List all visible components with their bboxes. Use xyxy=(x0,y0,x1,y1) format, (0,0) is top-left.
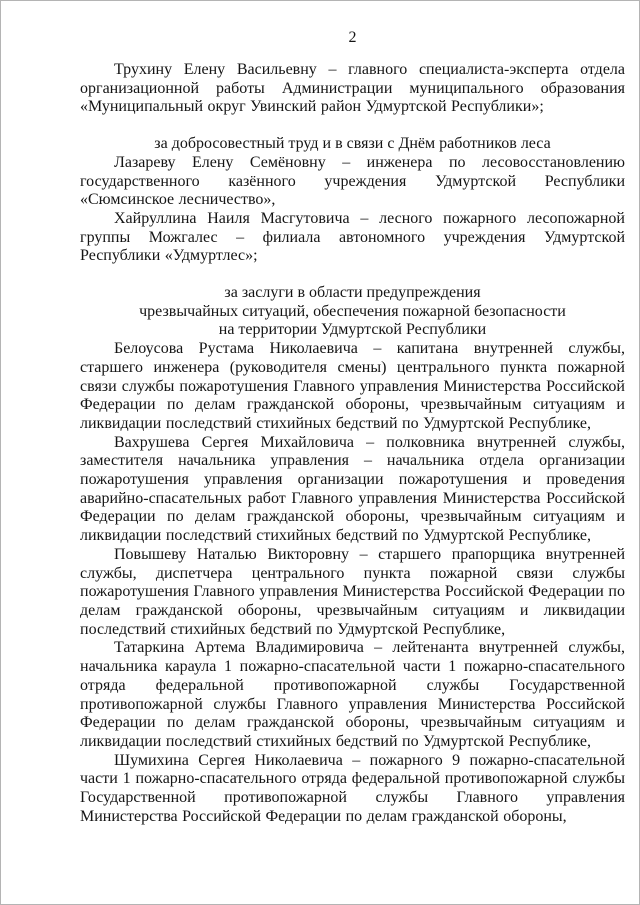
paragraph-belousov: Белоусова Рустама Николаевича – капитана внутренней службы, старшего инженера (руководителя смены) центрального пункта пожарной связи службы пожаротушения Главного управления Министерства Российской Федерации по делам гражданской обороны, чрезвычайным ситуациям и ликвидации последствий стихийных бедствий по Удмуртской Республике, xyxy=(80,340,625,432)
paragraph-khairullin: Хайруллина Наиля Масгутовича – лесного пожарного лесопожарной группы Можгалес – филиала автономного учреждения Удмуртской Республики «Удмуртлес»; xyxy=(80,209,625,265)
award-reason-emergency-line-3: на территории Удмуртской Республики xyxy=(218,321,487,339)
paragraph-lazareva: Лазареву Елену Семёновну – инженера по лесовосстановлению государственного казённого учреждения Удмуртской Республики «Сюмсинское лесничество», xyxy=(80,153,625,209)
paragraph-tatarkin: Татаркина Артема Владимировича – лейтенанта внутренней службы, начальника караула 1 пожарно-спасательной части 1 пожарно-спасательного отряда федеральной противопожарной службы Государственной противопожарной службы Главного управления Министерства Российской Федерации по делам гражданской обороны, чрезвычайным ситуациям и ликвидации последствий стихийных бедствий по Удмуртской Республике, xyxy=(80,639,625,750)
paragraph-shumikhin: Шумихина Сергея Николаевича – пожарного 9 пожарно-спасательной части 1 пожарно-спасательного отряда федеральной противопожарной службы Государственной противопожарной службы Главного управления Министерства Российской Федерации по делам гражданской обороны, xyxy=(80,751,625,825)
page-number: 2 xyxy=(348,29,357,46)
award-reason-emergency-line-1: за заслуги в области предупреждения xyxy=(224,284,481,302)
paragraph-povysheva: Повышеву Наталью Викторовну – старшего прапорщика внутренней службы, диспетчера центрального пункта пожарной связи службы пожаротушения Главного управления Министерства Российской Федерации по делам гражданской обороны, чрезвычайным ситуациям и ликвидации последствий стихийных бедствий по Удмуртской Республике, xyxy=(80,545,625,638)
award-reason-forest-workers: за добросовестный труд и в связи с Днём работников леса xyxy=(154,135,551,153)
paragraph-vakhrushev: Вахрушева Сергея Михайловича – полковника внутренней службы, заместителя начальника управления – начальника отдела организации пожаротушения управления организации пожаротушения и проведения аварийно-спасательных работ Главного управления Министерства Российской Федерации по делам гражданской обороны, чрезвычайным ситуациям и ликвидации последствий стихийных бедствий по Удмуртской Республике, xyxy=(80,433,625,545)
paragraph-trukhina: Трухину Елену Васильевну – главного специалиста-эксперта отдела организационной работы Администрации муниципального образования «Муниципальный округ Увинский район Удмуртской Республики»; xyxy=(80,61,625,116)
page-content xyxy=(1,1,639,826)
award-reason-emergency-heading xyxy=(80,284,625,340)
award-reason-emergency-line-2: чрезвычайных ситуаций, обеспечения пожарной безопасности xyxy=(139,302,566,320)
